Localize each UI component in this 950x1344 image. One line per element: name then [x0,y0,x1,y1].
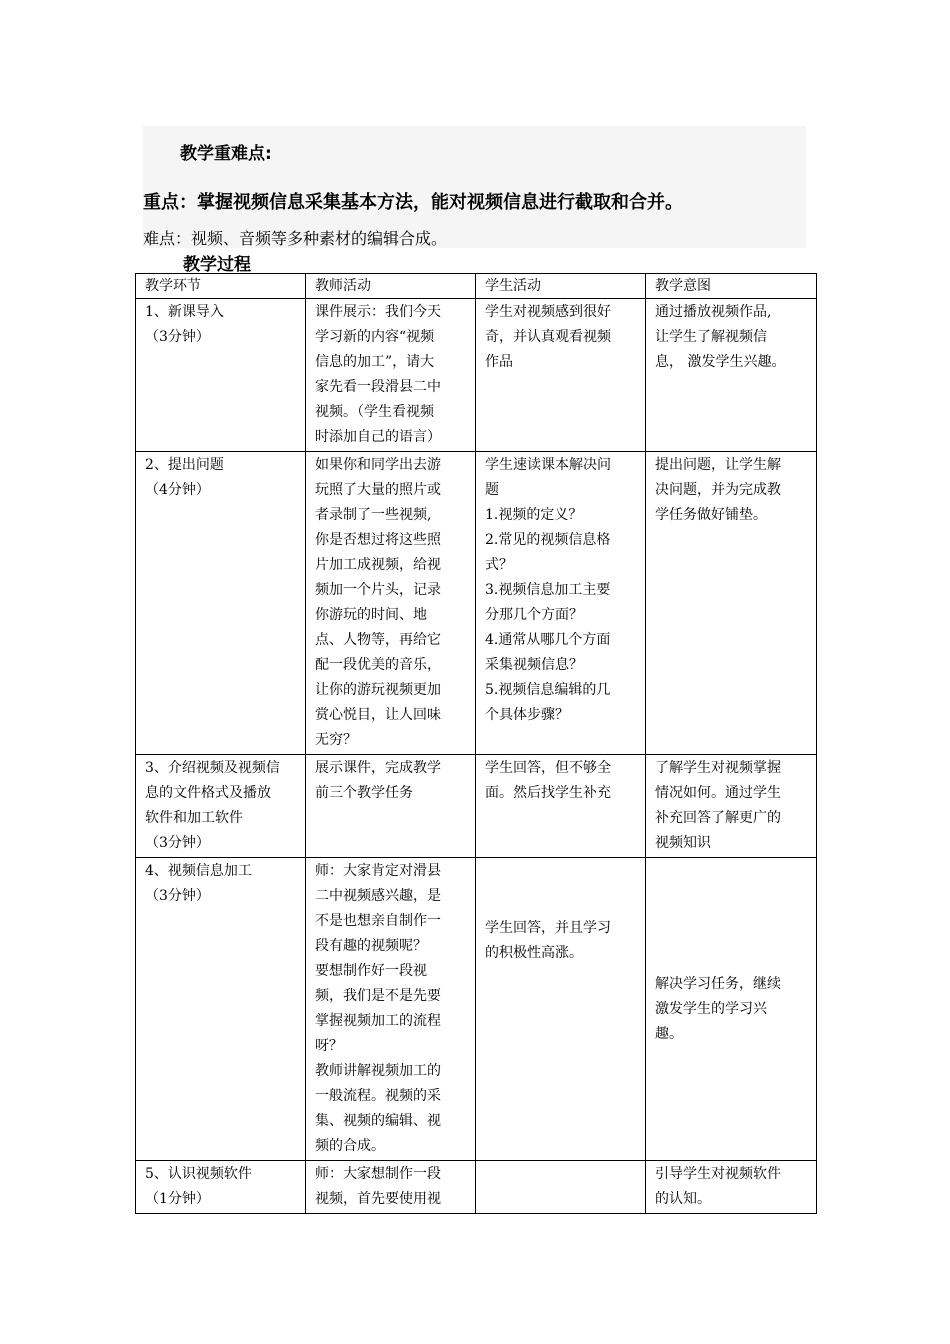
cell-stage [136,299,306,452]
cell-line: 软件和加工软件 [145,810,243,826]
cell-line: 情况如何。通过学生 [655,785,781,801]
cell-line: 通过播放视频作品, [655,304,772,320]
cell-line: 激发学生的学习兴 [655,1000,767,1017]
cell-line: 信息的加工”，请大 [315,354,435,370]
cell-line: 补充回答了解更广的 [655,810,781,826]
difficult-point-text: 难点：视频、音频等多种素材的编辑合成。 [143,229,448,248]
cell-line: 个具体步骤？ [485,707,569,723]
cell-intent [646,299,817,452]
cell-line: 家先看一段滑县二中 [315,379,441,395]
table-row [136,452,817,755]
cell-line: 的积极性高涨。 [485,945,583,961]
cell-line: 学生回答，并且学习 [485,920,611,936]
cell-stage [136,755,306,858]
cell-line: 引导学生对视频软件 [655,1166,781,1182]
teaching-process-table [135,273,817,1214]
cell-line: 赏心悦目，让人回味 [315,707,441,723]
cell-line: 频，我们是不是先要 [315,988,441,1004]
cell-line: 作品 [485,354,513,370]
cell-teacher [306,1161,476,1214]
cell-line: 学习新的内容“视频 [315,329,435,345]
cell-intent [646,1161,817,1214]
cell-line: 息， 激发学生兴趣。 [655,354,786,370]
cell-line: 学生回答，但不够全 [485,760,611,776]
cell-line: 5.视频信息编辑的几 [485,682,611,698]
cell-line: 了解学生对视频掌握 [655,760,781,776]
cell-line: 息的文件格式及播放 [145,785,271,801]
cell-intent [646,452,817,755]
cell-line: 你是否想过将这些照 [315,532,441,548]
cell-student [476,299,646,452]
cell-line: 前三个教学任务 [315,785,413,801]
cell-line: 视频，首先要使用视 [315,1191,441,1207]
table-row [136,858,817,1161]
cell-line: 学生速读课本解决问 [485,457,611,473]
cell-stage [136,452,306,755]
cell-line: 师：大家想制作一段 [315,1166,441,1182]
cell-line: 学任务做好铺垫。 [655,507,767,523]
cell-line: （3分钟） [145,888,210,904]
cell-line: 一般流程。视频的采 [315,1088,441,1104]
header-student: 学生活动 [476,274,646,299]
cell-teacher [306,858,476,1161]
cell-line: 教师讲解视频加工的 [315,1063,441,1079]
cell-line: 视频知识 [655,835,711,851]
cell-line: 分那几个方面？ [485,607,583,623]
cell-line: 2、提出问题 [145,457,224,473]
cell-line: 时添加自己的语言） [315,429,441,445]
cell-line: 奇，并认真观看视频 [485,329,611,345]
cell-stage [136,1161,306,1214]
cell-student [476,1161,646,1214]
key-point-text: 重点：掌握视频信息采集基本方法，能对视频信息进行截取和合并。 [143,192,683,213]
cell-line: 课件展示：我们今天 [315,304,441,320]
cell-line: （1分钟） [145,1191,210,1207]
cell-line: 5、认识视频软件 [145,1166,252,1182]
cell-line: 无穷？ [315,732,357,748]
cell-line: 不是也想亲自制作一 [315,913,441,929]
cell-line: 如果你和同学出去游 [315,457,441,473]
cell-line: 师：大家肯定对滑县 [315,863,441,879]
cell-line: 的认知。 [655,1191,711,1207]
cell-line: 学生对视频感到很好 [485,304,611,320]
cell-stage [136,858,306,1161]
cell-line: 3、介绍视频及视频信 [145,760,280,776]
cell-line: 者录制了一些视频, [315,507,432,523]
cell-line: 频的合成。 [315,1138,385,1154]
key-points-heading: 教学重难点: [180,144,272,164]
cell-intent [646,858,817,1161]
cell-teacher [306,452,476,755]
cell-line: 掌握视频加工的流程 [315,1013,441,1029]
cell-line: 面。然后找学生补充 [485,785,611,801]
teaching-process-heading: 教学过程 [183,255,251,275]
cell-line: （3分钟） [145,329,210,345]
cell-line: 片加工成视频，给视 [315,557,441,573]
cell-line: 让学生了解视频信 [655,329,767,345]
cell-line: 配一段优美的音乐， [315,657,441,673]
cell-line: 视频。（学生看视频 [315,404,434,420]
cell-line: 4、视频信息加工 [145,863,252,879]
cell-teacher [306,755,476,858]
cell-line: 趣。 [655,1025,683,1042]
cell-intent [646,755,817,858]
cell-line: 式？ [485,557,513,573]
cell-line: 4.通常从哪几个方面 [485,632,611,648]
cell-line: 1、新课导入 [145,304,224,320]
cell-teacher [306,299,476,452]
table-row [136,299,817,452]
header-teacher: 教师活动 [306,274,476,299]
cell-line: 决问题，并为完成教 [655,482,781,498]
cell-line: 你游玩的时间、地 [315,607,427,623]
cell-line: 提出问题，让学生解 [655,457,781,473]
cell-line: （3分钟） [145,835,210,851]
cell-line: （4分钟） [145,482,210,498]
cell-line: 展示课件，完成教学 [315,760,441,776]
cell-line: 3.视频信息加工主要 [485,582,611,598]
header-intent: 教学意图 [646,274,817,299]
cell-line: 频加一个片头，记录 [315,582,441,598]
cell-line: 二中视频感兴趣，是 [315,888,441,904]
cell-line: 采集视频信息？ [485,657,583,673]
cell-line: 要想制作好一段视 [315,963,427,979]
cell-student [476,452,646,755]
cell-line: 集、视频的编辑、视 [315,1113,441,1129]
table-row [136,1161,817,1214]
table-header-row [136,274,817,299]
cell-line: 题 [485,482,499,498]
cell-student [476,755,646,858]
table-row [136,755,817,858]
cell-line: 1.视频的定义？ [485,507,583,523]
cell-line: 让你的游玩视频更加 [315,682,441,698]
cell-line: 呀？ [315,1038,343,1054]
cell-line: 解决学习任务，继续 [655,975,781,992]
cell-line: 玩照了大量的照片或 [315,482,441,498]
header-stage: 教学环节 [136,274,306,299]
cell-student [476,858,646,1161]
cell-line: 2.常见的视频信息格 [485,532,611,548]
cell-line: 段有趣的视频呢？ [315,938,427,954]
cell-line: 点、人物等，再给它 [315,632,441,648]
